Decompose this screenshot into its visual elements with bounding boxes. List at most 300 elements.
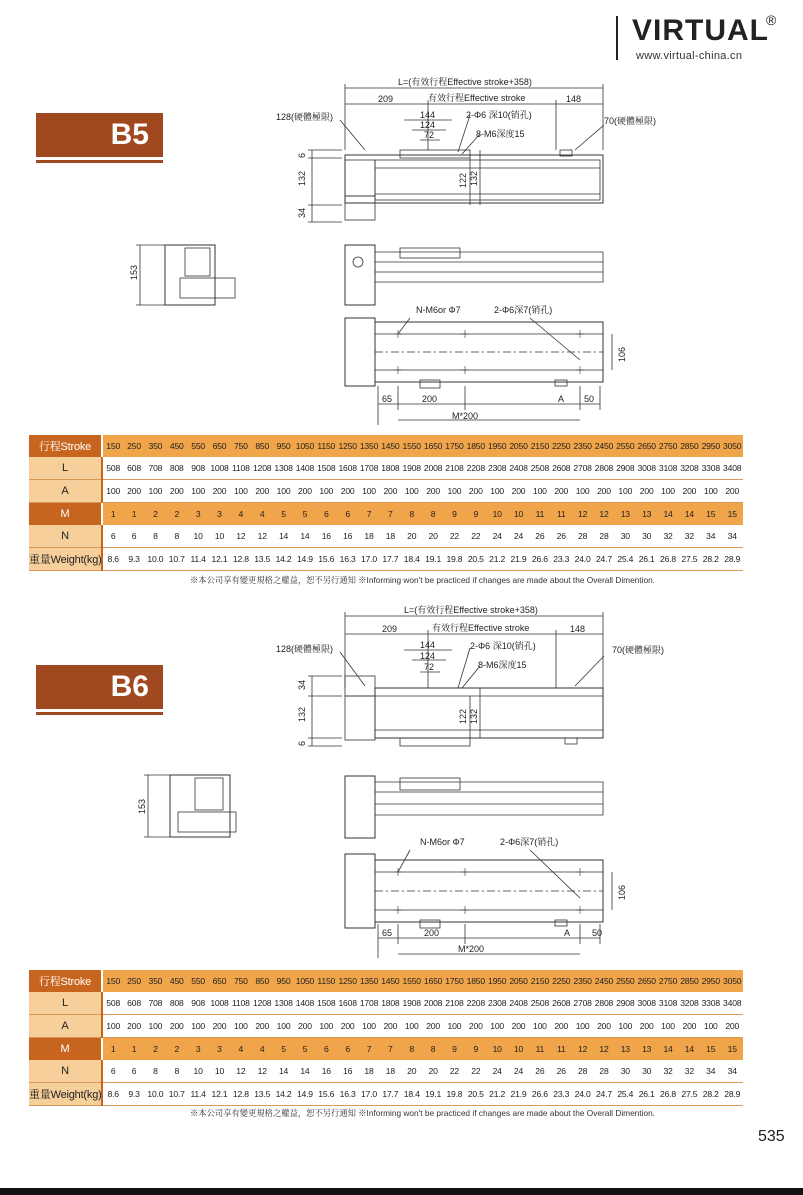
b6-cell: 16.3: [337, 1083, 358, 1106]
b5-cell: 1608: [337, 457, 358, 480]
b5-cell: 1650: [422, 435, 443, 457]
b6-cell: 1250: [337, 970, 358, 992]
b6-dim-total-length: L=(有效行程Effective stroke+358): [404, 605, 538, 615]
b6-dim-132: 132: [297, 706, 307, 722]
b6-cell: 9.3: [123, 1083, 144, 1106]
b5-cell: 28.2: [700, 548, 721, 571]
dim-hard-left: 128(硬體極限): [276, 112, 334, 122]
b6-cell: 3208: [679, 992, 700, 1015]
b5-cell: 608: [123, 457, 144, 480]
b6-cell: 2650: [636, 970, 657, 992]
b6-cell: 908: [187, 992, 208, 1015]
b6-cell: 508: [102, 992, 123, 1015]
b5-cell: 3050: [721, 435, 743, 457]
b5-row-header: 重量Weight(kg): [29, 548, 102, 571]
b6-cell: 11: [529, 1038, 550, 1061]
b6-cell: 9: [444, 1038, 465, 1061]
dim-209: 209: [378, 94, 394, 104]
b6-row-stroke: [29, 970, 743, 992]
b6-cell: 22: [465, 1060, 486, 1083]
b6-cell: 9: [465, 1038, 486, 1061]
b6-cell: 13.5: [252, 1083, 273, 1106]
b6-cell: 18: [358, 1060, 379, 1083]
b5-cell: 200: [209, 480, 230, 503]
b5-cell: 1408: [294, 457, 315, 480]
b6-cell: 2: [145, 1038, 166, 1061]
b5-cell: 2750: [657, 435, 678, 457]
section-label-b6: B6: [36, 665, 163, 709]
b6-cell: 2208: [465, 992, 486, 1015]
b6-cell: 19.8: [444, 1083, 465, 1106]
b6-cell: 30: [615, 1060, 636, 1083]
dim-144: 144: [420, 110, 436, 120]
b5-cell: 18: [358, 525, 379, 548]
b5-cell: 21.9: [508, 548, 529, 571]
b5-cell: 2108: [444, 457, 465, 480]
b6-cell: 30: [636, 1060, 657, 1083]
b6-cell: 1: [102, 1038, 123, 1061]
b6-cell: 20: [401, 1060, 422, 1083]
b6-cell: 34: [721, 1060, 743, 1083]
b6-cell: 2550: [615, 970, 636, 992]
b5-cell: 4: [230, 503, 251, 526]
b6-dim-124: 124: [420, 651, 436, 661]
b5-cell: 26: [529, 525, 550, 548]
b6-cell: 1750: [444, 970, 465, 992]
b6-cell: 15: [721, 1038, 743, 1061]
b6-cell: 8: [166, 1060, 187, 1083]
b6-cell: 100: [529, 1015, 550, 1038]
b6-cell: 12: [593, 1038, 614, 1061]
b5-cell: 12: [230, 525, 251, 548]
b6-dim-a: A: [564, 928, 571, 938]
b6-cell: 100: [444, 1015, 465, 1038]
b6-cell: 200: [551, 1015, 572, 1038]
b6-cell: 34: [700, 1060, 721, 1083]
b5-cell: 17.7: [380, 548, 401, 571]
b6-cell: 1150: [316, 970, 337, 992]
b6-cell: 26: [529, 1060, 550, 1083]
b6-cell: 12.1: [209, 1083, 230, 1106]
b6-cell: 100: [187, 1015, 208, 1038]
b6-cell: 2150: [529, 970, 550, 992]
b6-cell: 2308: [486, 992, 507, 1015]
b6-cell: 6: [102, 1060, 123, 1083]
b5-cell: 1708: [358, 457, 379, 480]
b6-cell: 26: [551, 1060, 572, 1083]
b5-cell: 2008: [422, 457, 443, 480]
b5-cell: 24.0: [572, 548, 593, 571]
b5-cell: 100: [145, 480, 166, 503]
b5-cell: 200: [422, 480, 443, 503]
b6-cell: 350: [145, 970, 166, 992]
b5-cell: 2408: [508, 457, 529, 480]
b6-row-header: A: [29, 1015, 102, 1038]
b6-cell: 1408: [294, 992, 315, 1015]
b6-cell: 15.6: [316, 1083, 337, 1106]
b6-cell: 26.6: [529, 1083, 550, 1106]
b6-cell: 1050: [294, 970, 315, 992]
b5-cell: 3208: [679, 457, 700, 480]
b5-row-M: [29, 503, 743, 526]
b6-cell: 24: [508, 1060, 529, 1083]
b5-cell: 2450: [593, 435, 614, 457]
b6-hole-spec-2: 8-M6深度15: [478, 660, 527, 670]
dim-m200: M*200: [452, 411, 479, 421]
b5-cell: 22: [465, 525, 486, 548]
b5-cell: 13: [615, 503, 636, 526]
b6-cell: 200: [123, 1015, 144, 1038]
b6-cell: 26.8: [657, 1083, 678, 1106]
b5-cell: 2: [166, 503, 187, 526]
b6-cell: 200: [593, 1015, 614, 1038]
b6-cell: 1808: [380, 992, 401, 1015]
b6-cell: 2808: [593, 992, 614, 1015]
b5-cell: 22: [444, 525, 465, 548]
b6-cell: 200: [422, 1015, 443, 1038]
b6-cell: 2408: [508, 992, 529, 1015]
b6-cell: 100: [486, 1015, 507, 1038]
b6-cell: 8: [145, 1060, 166, 1083]
b6-cell: 5: [273, 1038, 294, 1061]
hole-spec-2: 8-M6深度15: [476, 129, 525, 139]
b5-cell: 14: [273, 525, 294, 548]
b6-cell: 4: [230, 1038, 251, 1061]
b5-row-header: M: [29, 503, 102, 526]
b6-cell: 100: [230, 1015, 251, 1038]
b5-cell: 15: [721, 503, 743, 526]
b6-row-header: M: [29, 1038, 102, 1061]
b5-cell: 2508: [529, 457, 550, 480]
b6-dim-hard-right: 70(硬體極限): [612, 645, 665, 655]
b6-cell: 13: [615, 1038, 636, 1061]
b6-cell: 200: [252, 1015, 273, 1038]
b6-cell: 1008: [209, 992, 230, 1015]
b5-cell: 10: [187, 525, 208, 548]
b5-cell: 2650: [636, 435, 657, 457]
b6-dim-65: 65: [382, 928, 393, 938]
b5-cell: 1850: [465, 435, 486, 457]
b5-cell: 2350: [572, 435, 593, 457]
b6-dim-132-inner: 132: [469, 708, 479, 724]
b6-cell: 200: [465, 1015, 486, 1038]
b5-cell: 1750: [444, 435, 465, 457]
b5-cell: 3008: [636, 457, 657, 480]
b5-cell: 10: [209, 525, 230, 548]
b6-cell: 2250: [551, 970, 572, 992]
b5-cell: 200: [508, 480, 529, 503]
dim-124: 124: [420, 120, 436, 130]
b5-cell: 11.4: [187, 548, 208, 571]
b5-cell: 1908: [401, 457, 422, 480]
b5-cell: 2250: [551, 435, 572, 457]
b5-cell: 34: [700, 525, 721, 548]
b6-cell: 5: [294, 1038, 315, 1061]
b5-cell: 8: [145, 525, 166, 548]
b6-cell: 100: [700, 1015, 721, 1038]
b6-cell: 608: [123, 992, 144, 1015]
b5-cell: 100: [102, 480, 123, 503]
b6-cell: 8: [401, 1038, 422, 1061]
b6-cell: 10.0: [145, 1083, 166, 1106]
b6-cell: 150: [102, 970, 123, 992]
b5-cell: 11: [551, 503, 572, 526]
b5-cell: 10.7: [166, 548, 187, 571]
b5-cell: 950: [273, 435, 294, 457]
b6-cell: 550: [187, 970, 208, 992]
b6-hole-spec-1: 2-Φ6 深10(销孔): [470, 641, 536, 651]
b6-cell: 32: [657, 1060, 678, 1083]
b6-cell: 100: [657, 1015, 678, 1038]
b6-cell: 4: [252, 1038, 273, 1061]
b6-cell: 2608: [551, 992, 572, 1015]
b6-cell: 10: [187, 1060, 208, 1083]
b5-cell: 250: [123, 435, 144, 457]
b6-cell: 8: [422, 1038, 443, 1061]
b5-cell: 7: [358, 503, 379, 526]
b6-cell: 1950: [486, 970, 507, 992]
b6-cell: 200: [166, 1015, 187, 1038]
b6-cell: 100: [316, 1015, 337, 1038]
b6-row-header: L: [29, 992, 102, 1015]
b5-cell: 150: [102, 435, 123, 457]
b6-row-N: [29, 1060, 743, 1083]
b5-cell: 2: [145, 503, 166, 526]
b5-cell: 2908: [615, 457, 636, 480]
b6-dim-148: 148: [570, 624, 586, 634]
b6-cell: 2908: [615, 992, 636, 1015]
b5-cell: 1050: [294, 435, 315, 457]
dim-132-inner: 132: [469, 170, 479, 186]
b6-cell: 11: [551, 1038, 572, 1061]
b5-cell: 8: [422, 503, 443, 526]
b6-row-header: 行程Stroke: [29, 970, 102, 992]
b6-cell: 1450: [380, 970, 401, 992]
b6-cell: 950: [273, 970, 294, 992]
b5-cell: 5: [294, 503, 315, 526]
dim-34: 34: [297, 207, 307, 218]
b6-cell: 10: [508, 1038, 529, 1061]
b5-cell: 100: [572, 480, 593, 503]
b5-cell: 650: [209, 435, 230, 457]
b6-cell: 28.9: [721, 1083, 743, 1106]
b6-cell: 200: [209, 1015, 230, 1038]
b6-dim-200: 200: [424, 928, 440, 938]
b5-cell: 200: [166, 480, 187, 503]
b6-cell: 1708: [358, 992, 379, 1015]
dim-106: 106: [617, 346, 627, 362]
b6-cell: 24: [486, 1060, 507, 1083]
b5-cell: 14.2: [273, 548, 294, 571]
b5-cell: 1008: [209, 457, 230, 480]
b5-cell: 4: [252, 503, 273, 526]
b5-cell: 1108: [230, 457, 251, 480]
b5-cell: 32: [679, 525, 700, 548]
b6-cell: 100: [358, 1015, 379, 1038]
b6-cell: 200: [380, 1015, 401, 1038]
b5-cell: 200: [721, 480, 743, 503]
b5-row-header: A: [29, 480, 102, 503]
b6-cell: 1850: [465, 970, 486, 992]
b5-cell: 17.0: [358, 548, 379, 571]
b5-cell: 1: [102, 503, 123, 526]
bottom-bar: [0, 1188, 803, 1195]
b5-cell: 200: [465, 480, 486, 503]
b5-cell: 25.4: [615, 548, 636, 571]
b6-cell: 18.4: [401, 1083, 422, 1106]
b6-cell: 100: [102, 1015, 123, 1038]
b5-cell: 18: [380, 525, 401, 548]
b6-cell: 100: [615, 1015, 636, 1038]
b6-cell: 32: [679, 1060, 700, 1083]
b5-row-stroke: [29, 435, 743, 457]
b6-dim-144: 144: [420, 640, 436, 650]
b6-cell: 3108: [657, 992, 678, 1015]
b5-cell: 28: [593, 525, 614, 548]
b6-cell: 2508: [529, 992, 550, 1015]
b5-cell: 1350: [358, 435, 379, 457]
b5-cell: 2150: [529, 435, 550, 457]
b6-cell: 17.7: [380, 1083, 401, 1106]
b5-cell: 6: [337, 503, 358, 526]
b6-row-M: [29, 1038, 743, 1061]
b5-cell: 2208: [465, 457, 486, 480]
b6-cell: 1608: [337, 992, 358, 1015]
b6-spec-table: [29, 970, 743, 1106]
b5-cell: 26.1: [636, 548, 657, 571]
hole-spec-1: 2-Φ6 深10(销孔): [466, 110, 532, 120]
b5-cell: 16.3: [337, 548, 358, 571]
b6-cell: 1308: [273, 992, 294, 1015]
b6-cell: 25.4: [615, 1083, 636, 1106]
b6-cell: 1108: [230, 992, 251, 1015]
b5-cell: 1308: [273, 457, 294, 480]
b6-dim-6: 6: [297, 740, 307, 746]
b5-cell: 200: [252, 480, 273, 503]
b5-cell: 908: [187, 457, 208, 480]
b6-cell: 3008: [636, 992, 657, 1015]
b6-cell: 2950: [700, 970, 721, 992]
b5-cell: 1550: [401, 435, 422, 457]
b5-row-N: [29, 525, 743, 548]
b6-row-header: N: [29, 1060, 102, 1083]
b6-cell: 2050: [508, 970, 529, 992]
b6-cell: 3408: [721, 992, 743, 1015]
b6-cell: 28: [572, 1060, 593, 1083]
dim-hard-right: 70(硬體極限): [604, 116, 657, 126]
b5-cell: 9.3: [123, 548, 144, 571]
b5-cell: 28: [572, 525, 593, 548]
b5-cell: 200: [294, 480, 315, 503]
b5-cell: 16: [316, 525, 337, 548]
b6-dim-m200: M*200: [458, 944, 485, 954]
b5-cell: 808: [166, 457, 187, 480]
b5-cell: 14.9: [294, 548, 315, 571]
b6-cell: 13: [636, 1038, 657, 1061]
b5-cell: 3: [209, 503, 230, 526]
b5-cell: 100: [657, 480, 678, 503]
b5-cell: 100: [273, 480, 294, 503]
b5-row-header: L: [29, 457, 102, 480]
b6-mount-holes: N-M6or Φ7: [420, 837, 465, 847]
b6-cell: 2: [166, 1038, 187, 1061]
b6-cell: 26.1: [636, 1083, 657, 1106]
b6-pin-holes: 2-Φ6深7(销孔): [500, 837, 559, 847]
b5-cell: 200: [551, 480, 572, 503]
b6-cell: 3: [187, 1038, 208, 1061]
b5-cell: 6: [316, 503, 337, 526]
b5-cell: 24: [486, 525, 507, 548]
b6-dim-72: 72: [424, 662, 435, 672]
b5-cell: 6: [102, 525, 123, 548]
section-label-b5: B5: [36, 113, 163, 157]
b6-cell: 24.0: [572, 1083, 593, 1106]
b6-cell: 24.7: [593, 1083, 614, 1106]
b5-cell: 12: [572, 503, 593, 526]
b6-cell: 100: [401, 1015, 422, 1038]
dim-65: 65: [382, 394, 393, 404]
b6-dim-34: 34: [297, 679, 307, 690]
b5-row-A: [29, 480, 743, 503]
b6-cell: 200: [337, 1015, 358, 1038]
b6-cell: 450: [166, 970, 187, 992]
b5-cell: 8.6: [102, 548, 123, 571]
b6-cell: 3050: [721, 970, 743, 992]
b6-cell: 200: [508, 1015, 529, 1038]
dim-a: A: [558, 394, 565, 404]
b5-cell: 30: [615, 525, 636, 548]
dim-122: 122: [458, 172, 468, 188]
b6-cell: 10.7: [166, 1083, 187, 1106]
b5-cell: 100: [316, 480, 337, 503]
b6-dim-153: 153: [137, 798, 147, 814]
b5-cell: 750: [230, 435, 251, 457]
b6-row-weight: [29, 1083, 743, 1106]
b6-cell: 2450: [593, 970, 614, 992]
b6-cell: 1350: [358, 970, 379, 992]
b5-cell: 3408: [721, 457, 743, 480]
registered-mark: ®: [766, 12, 777, 28]
b6-cell: 12: [252, 1060, 273, 1083]
b5-note: ※本公司享有變更規格之權益，恕不另行通知 ※Informing won't be practiced if changes are made about the Overall Dimention.: [190, 575, 655, 585]
b5-cell: 850: [252, 435, 273, 457]
brand-name: VIRTUAL: [632, 14, 769, 47]
b5-cell: 13.5: [252, 548, 273, 571]
dim-200: 200: [422, 394, 438, 404]
b6-dim-122: 122: [458, 708, 468, 724]
b6-cell: 100: [145, 1015, 166, 1038]
b6-cell: 19.1: [422, 1083, 443, 1106]
b6-cell: 1508: [316, 992, 337, 1015]
b5-spec-table: [29, 435, 743, 571]
b5-cell: 20: [422, 525, 443, 548]
b5-cell: 5: [273, 503, 294, 526]
b5-cell: 450: [166, 435, 187, 457]
b6-dim-209: 209: [382, 624, 398, 634]
b5-cell: 8: [166, 525, 187, 548]
b6-cell: 2708: [572, 992, 593, 1015]
b5-cell: 1250: [337, 435, 358, 457]
b6-cell: 3308: [700, 992, 721, 1015]
b6-dim-50: 50: [592, 928, 603, 938]
b5-cell: 14: [657, 503, 678, 526]
b6-cell: 20.5: [465, 1083, 486, 1106]
b6-cell: 1650: [422, 970, 443, 992]
b6-cell: 12: [572, 1038, 593, 1061]
page-number: 535: [758, 1128, 785, 1145]
b6-cell: 1: [123, 1038, 144, 1061]
b6-cell: 2008: [422, 992, 443, 1015]
